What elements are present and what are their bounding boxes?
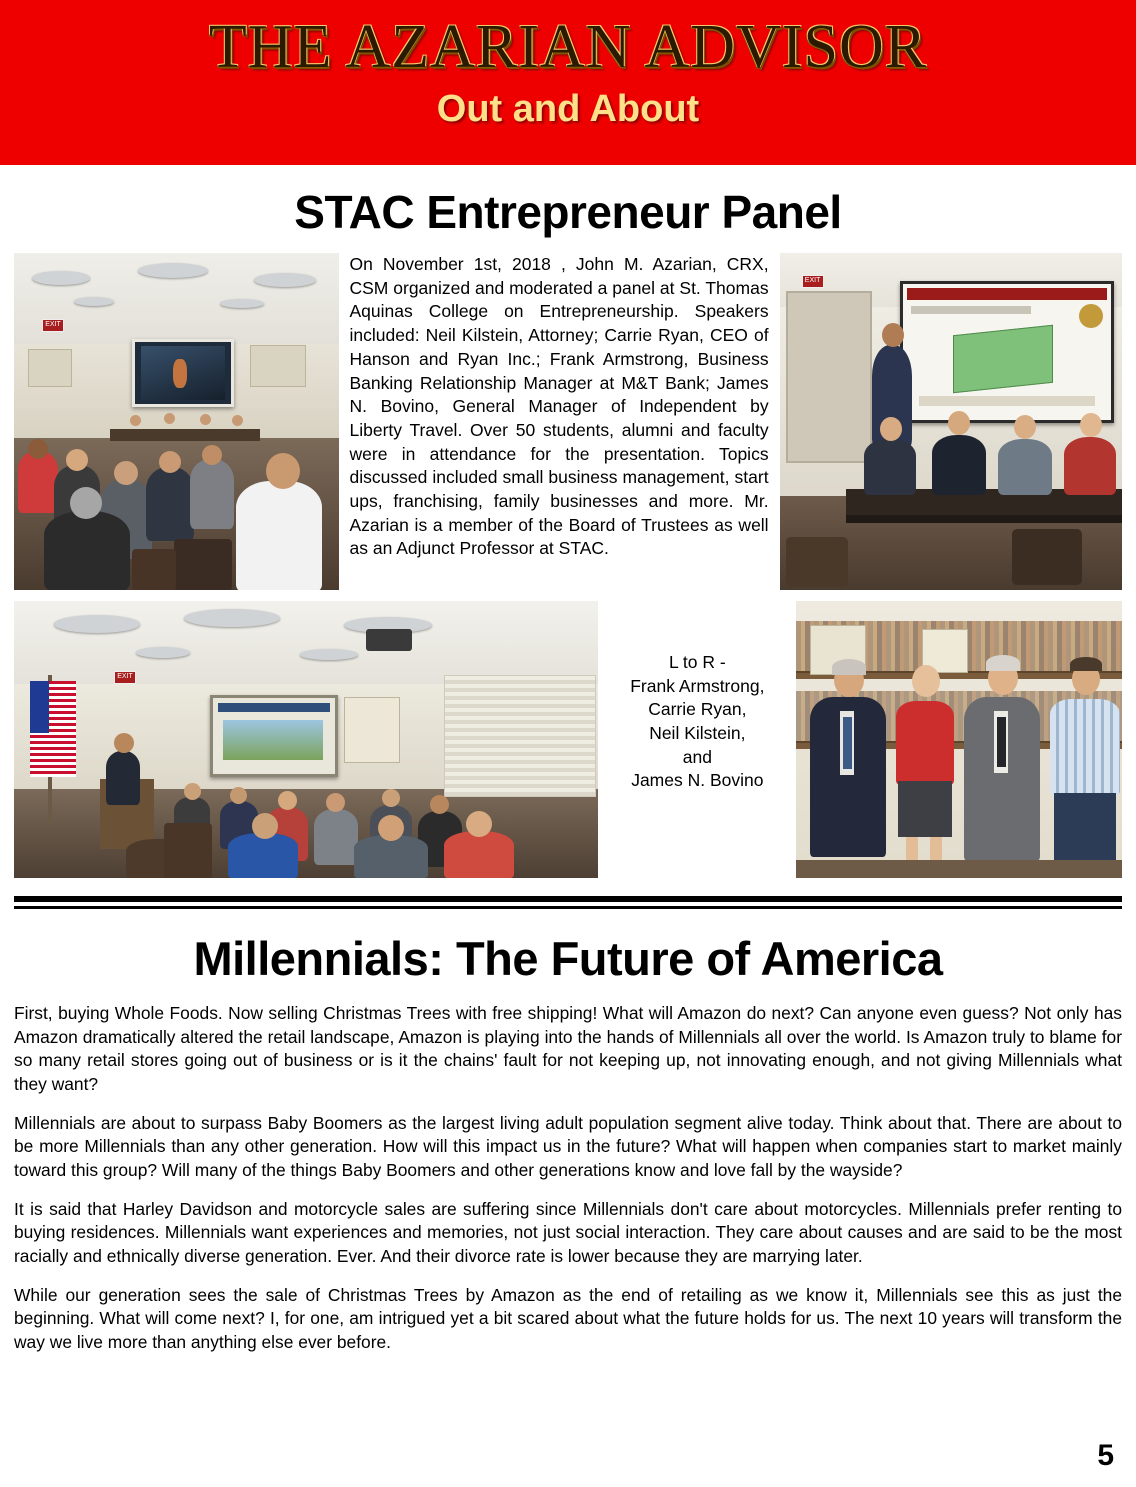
caption-line-3: Carrie Ryan, [648, 699, 747, 720]
section-title: Out and About [436, 88, 700, 130]
article1-body: On November 1st, 2018 , John M. Azarian, CRX, CSM organized and moderated a panel at St. Thomas Aquinas College on Entrepreneurship. Speakers included: Neil Kilstein, Attorney; Carrie Ryan, CEO of Hanson and Ryan Inc.; Frank Armstrong, Business Banking Relationship Manager at M&T Bank; James N. Bovino, General Manager of Independent by Liberty Travel. Over 50 students, alumni and faculty were in attendance for the presentation. Topics discussed included small business management, start ups, franchising, family businesses and more. Mr. Azarian is a member of the Board of Trustees as well as an Adjunct Professor at STAC. [349, 254, 769, 559]
lecture-hall-audience-photo: EXIT [14, 253, 339, 590]
article2-headline: Millennials: The Future of America [193, 932, 943, 985]
page-content [0, 185, 1136, 1355]
panel-photo-caption [608, 601, 786, 793]
article2-paragraph-2: Millennials are about to surpass Baby Boomers as the largest living adult population segment alive today. Think about that. There are about to be more Millennials than any other generation. How will this impact us in the future? What will happen when companies start to market mainly toward this group? Will many of the things Baby Boomers and other generations know and love fall by the wayside? [14, 1112, 1122, 1181]
caption-line-1: L to R - [668, 652, 726, 672]
section-divider [14, 896, 1122, 909]
caption-line-5: and [682, 746, 712, 767]
article1-headline: STAC Entrepreneur Panel [294, 186, 842, 238]
panelists-group-portrait-photo [796, 601, 1122, 878]
article2-paragraph-1: First, buying Whole Foods. Now selling Christmas Trees with free shipping! What will Amazon do next? Can anyone even guess? Not only has Amazon dramatically altered the retail landscape, Amazon is playing into the hands of Millennials all over the world. Is Amazon truly to blame for so many retail stores going out of business or is it the chains' fault for not keeping up, not innovating enough, and not giving Millennials what they want? [14, 1003, 1122, 1095]
article2-body [14, 1002, 1122, 1355]
caption-line-6: James N. Bovino [631, 770, 764, 791]
article1-top-row [14, 253, 1122, 590]
panel-table-photo: EXIT [780, 253, 1122, 590]
caption-line-4: Neil Kilstein, [649, 722, 746, 743]
presentation-room-photo: EXIT [14, 601, 598, 878]
article2-paragraph-4: While our generation sees the sale of Christmas Trees by Amazon as the end of retailing as we know it, Millennials see this as just the beginning. What will come next? I, for one, am intrigued yet a bit scared about what the future holds for us. The next 10 years will transform the way we live more than anything else ever before. [14, 1284, 1122, 1353]
publication-title: THE AZARIAN ADVISOR [208, 13, 928, 81]
article2-paragraph-3: It is said that Harley Davidson and motorcycle sales are suffering since Millennials don't care about motorcycles. Millennials prefer renting to buying residences. Millennials want experiences and memories, not just social interaction. They care about causes and are said to be the most racially and ethnically diverse generation. Ever. And their divorce rate is lower because they are marrying later. [14, 1198, 1122, 1267]
caption-line-2: Frank Armstrong, [630, 675, 765, 696]
article1-bottom-row [14, 601, 1122, 878]
page-number: 5 [1097, 1439, 1114, 1472]
masthead-banner [0, 0, 1136, 165]
